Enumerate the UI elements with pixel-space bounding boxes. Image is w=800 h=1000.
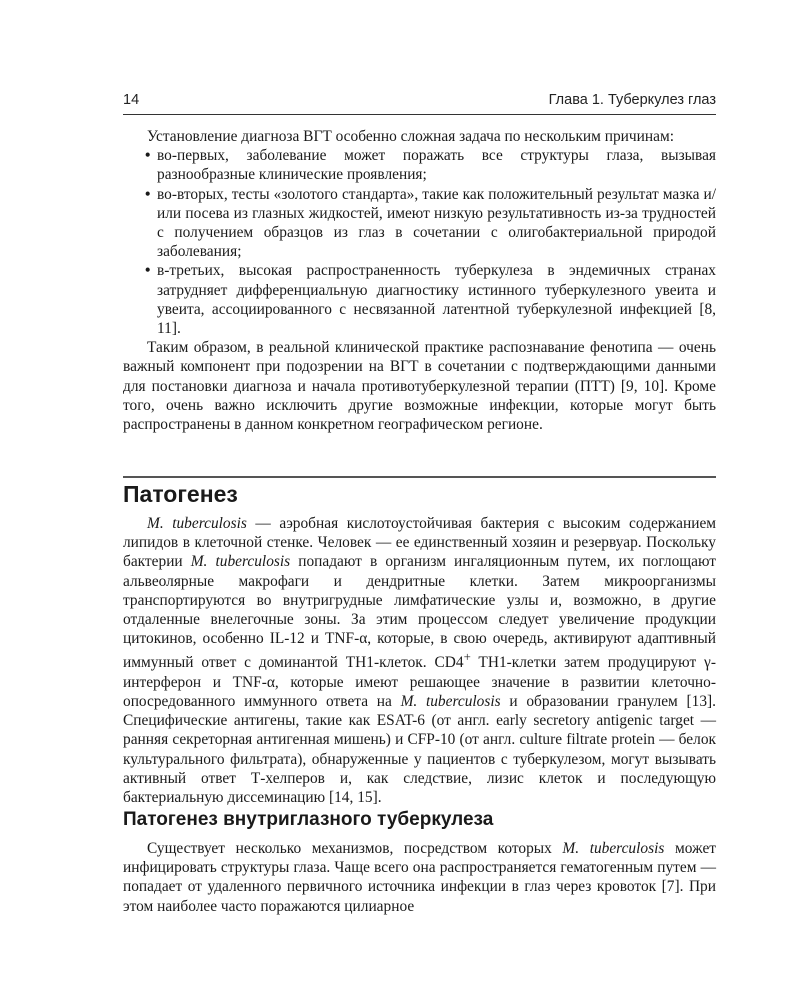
subsection-heading: Патогенез внутриглазного туберкулеза [123, 809, 494, 830]
bullet-icon: • [145, 147, 151, 165]
section-heading: Патогенез [123, 481, 238, 507]
intro-block [123, 127, 716, 434]
bullet-icon: • [145, 185, 151, 203]
organism-name: M. tuberculosis [190, 553, 291, 571]
list-item [123, 146, 716, 184]
intro-conclusion: Таким образом, в реальной клинической практике распознавание фенотипа — очень важный компонент при подозрении на ВГТ в сочетании с подтверждающими данными для постановки диагноза и начала противотуберкулезной терапии (ПТТ) [9, 10]. Кроме того, очень важно исключить другие возможные инфекции, которые могут быть распространены в данном конкретном географическом регионе. [123, 339, 716, 434]
pathogenesis-paragraph [123, 514, 716, 807]
reasons-list [123, 146, 716, 338]
text-run: может инфицировать структуры глаза. Чаще всего она распространяется гематогенным путем — попадает от удаленного первичного источника инфекции в глаз через кровоток [7]. При этом наиболее часто поражаются цилиарное [123, 840, 716, 915]
list-item-text: во-вторых, тесты «золотого стандарта», такие как положительный результат мазка и/или посева из глазных жидкостей, имеют низкую результативность из-за трудностей с получением образцов из глаз в сочетании с олигобактериальной природой заболевания; [157, 185, 716, 261]
organism-name: M. tuberculosis [400, 692, 501, 710]
intro-lead: Установление диагноза ВГТ особенно сложная задача по нескольким причинам: [147, 128, 674, 145]
organism-name: M. tuberculosis [562, 840, 665, 857]
chapter-title: Глава 1. Туберкулез глаз [548, 92, 716, 108]
list-item-text: в-третьих, высокая распространенность туберкулеза в эндемичных странах затрудняет дифференциальную диагностику истинного туберкулезного увеита и увеита, ассоциированного с несвязанной латентной туберкулезной инфекцией [8, 11]. [157, 262, 716, 338]
text-run: попадают в организм ингаляционным путем, их поглощают альвеолярные макрофаги и дендритные клетки. Затем микроорганизмы транспортируются во внутригрудные лимфатические узлы и, возможно, в другие отдаленные внелегочные зоны. За этим процессом следует увеличение продукции цитокинов, особенно IL-12 и TNF-α, которые, в свою очередь, активируют адаптивный иммунный ответ с доминантой TH1-клеток. CD4 [123, 553, 716, 672]
organism-name: M. tuberculosis [147, 515, 247, 532]
text-run: TH1-клетки затем продуцируют γ-интерферон и TNF-α, которые имеют решающее значение в развитии клеточно-опосредованного иммунного ответа на [123, 654, 716, 710]
pathogenesis-block [123, 514, 716, 807]
text-run: Существует несколько механизмов, посредством которых [147, 840, 563, 857]
text-run: — аэробная кислотоустойчивая бактерия с высоким содержанием липидов в клеточной стенке. Человек — ее единственный хозяин и резервуар. Поскольку бактерии [123, 515, 717, 571]
intraocular-block [123, 839, 716, 916]
intraocular-paragraph [123, 839, 716, 916]
section-divider [123, 476, 716, 478]
running-head [123, 92, 716, 108]
list-item [123, 261, 716, 338]
text-run: и образовании гранулем [13]. Специфические антигены, такие как ESAT-6 (от англ. early secretory antigenic target — ранняя секреторная антигенная мишень) и CFP-10 (от англ. culture filtrate protein — белок культурального фильтрата), обнаруженные у пациентов с туберкулезом, могут вызывать активный ответ Т-хелперов и, как следствие, лизис клеток и последующую бактериальную диссеминацию [14, 15]. [123, 692, 716, 806]
superscript: + [463, 650, 471, 665]
bullet-icon: • [145, 262, 151, 280]
list-item [123, 185, 716, 262]
page-number: 14 [123, 92, 140, 108]
header-rule [123, 114, 716, 115]
list-item-text: во-первых, заболевание может поражать все структуры глаза, вызывая разнообразные клинические проявления; [157, 147, 716, 184]
